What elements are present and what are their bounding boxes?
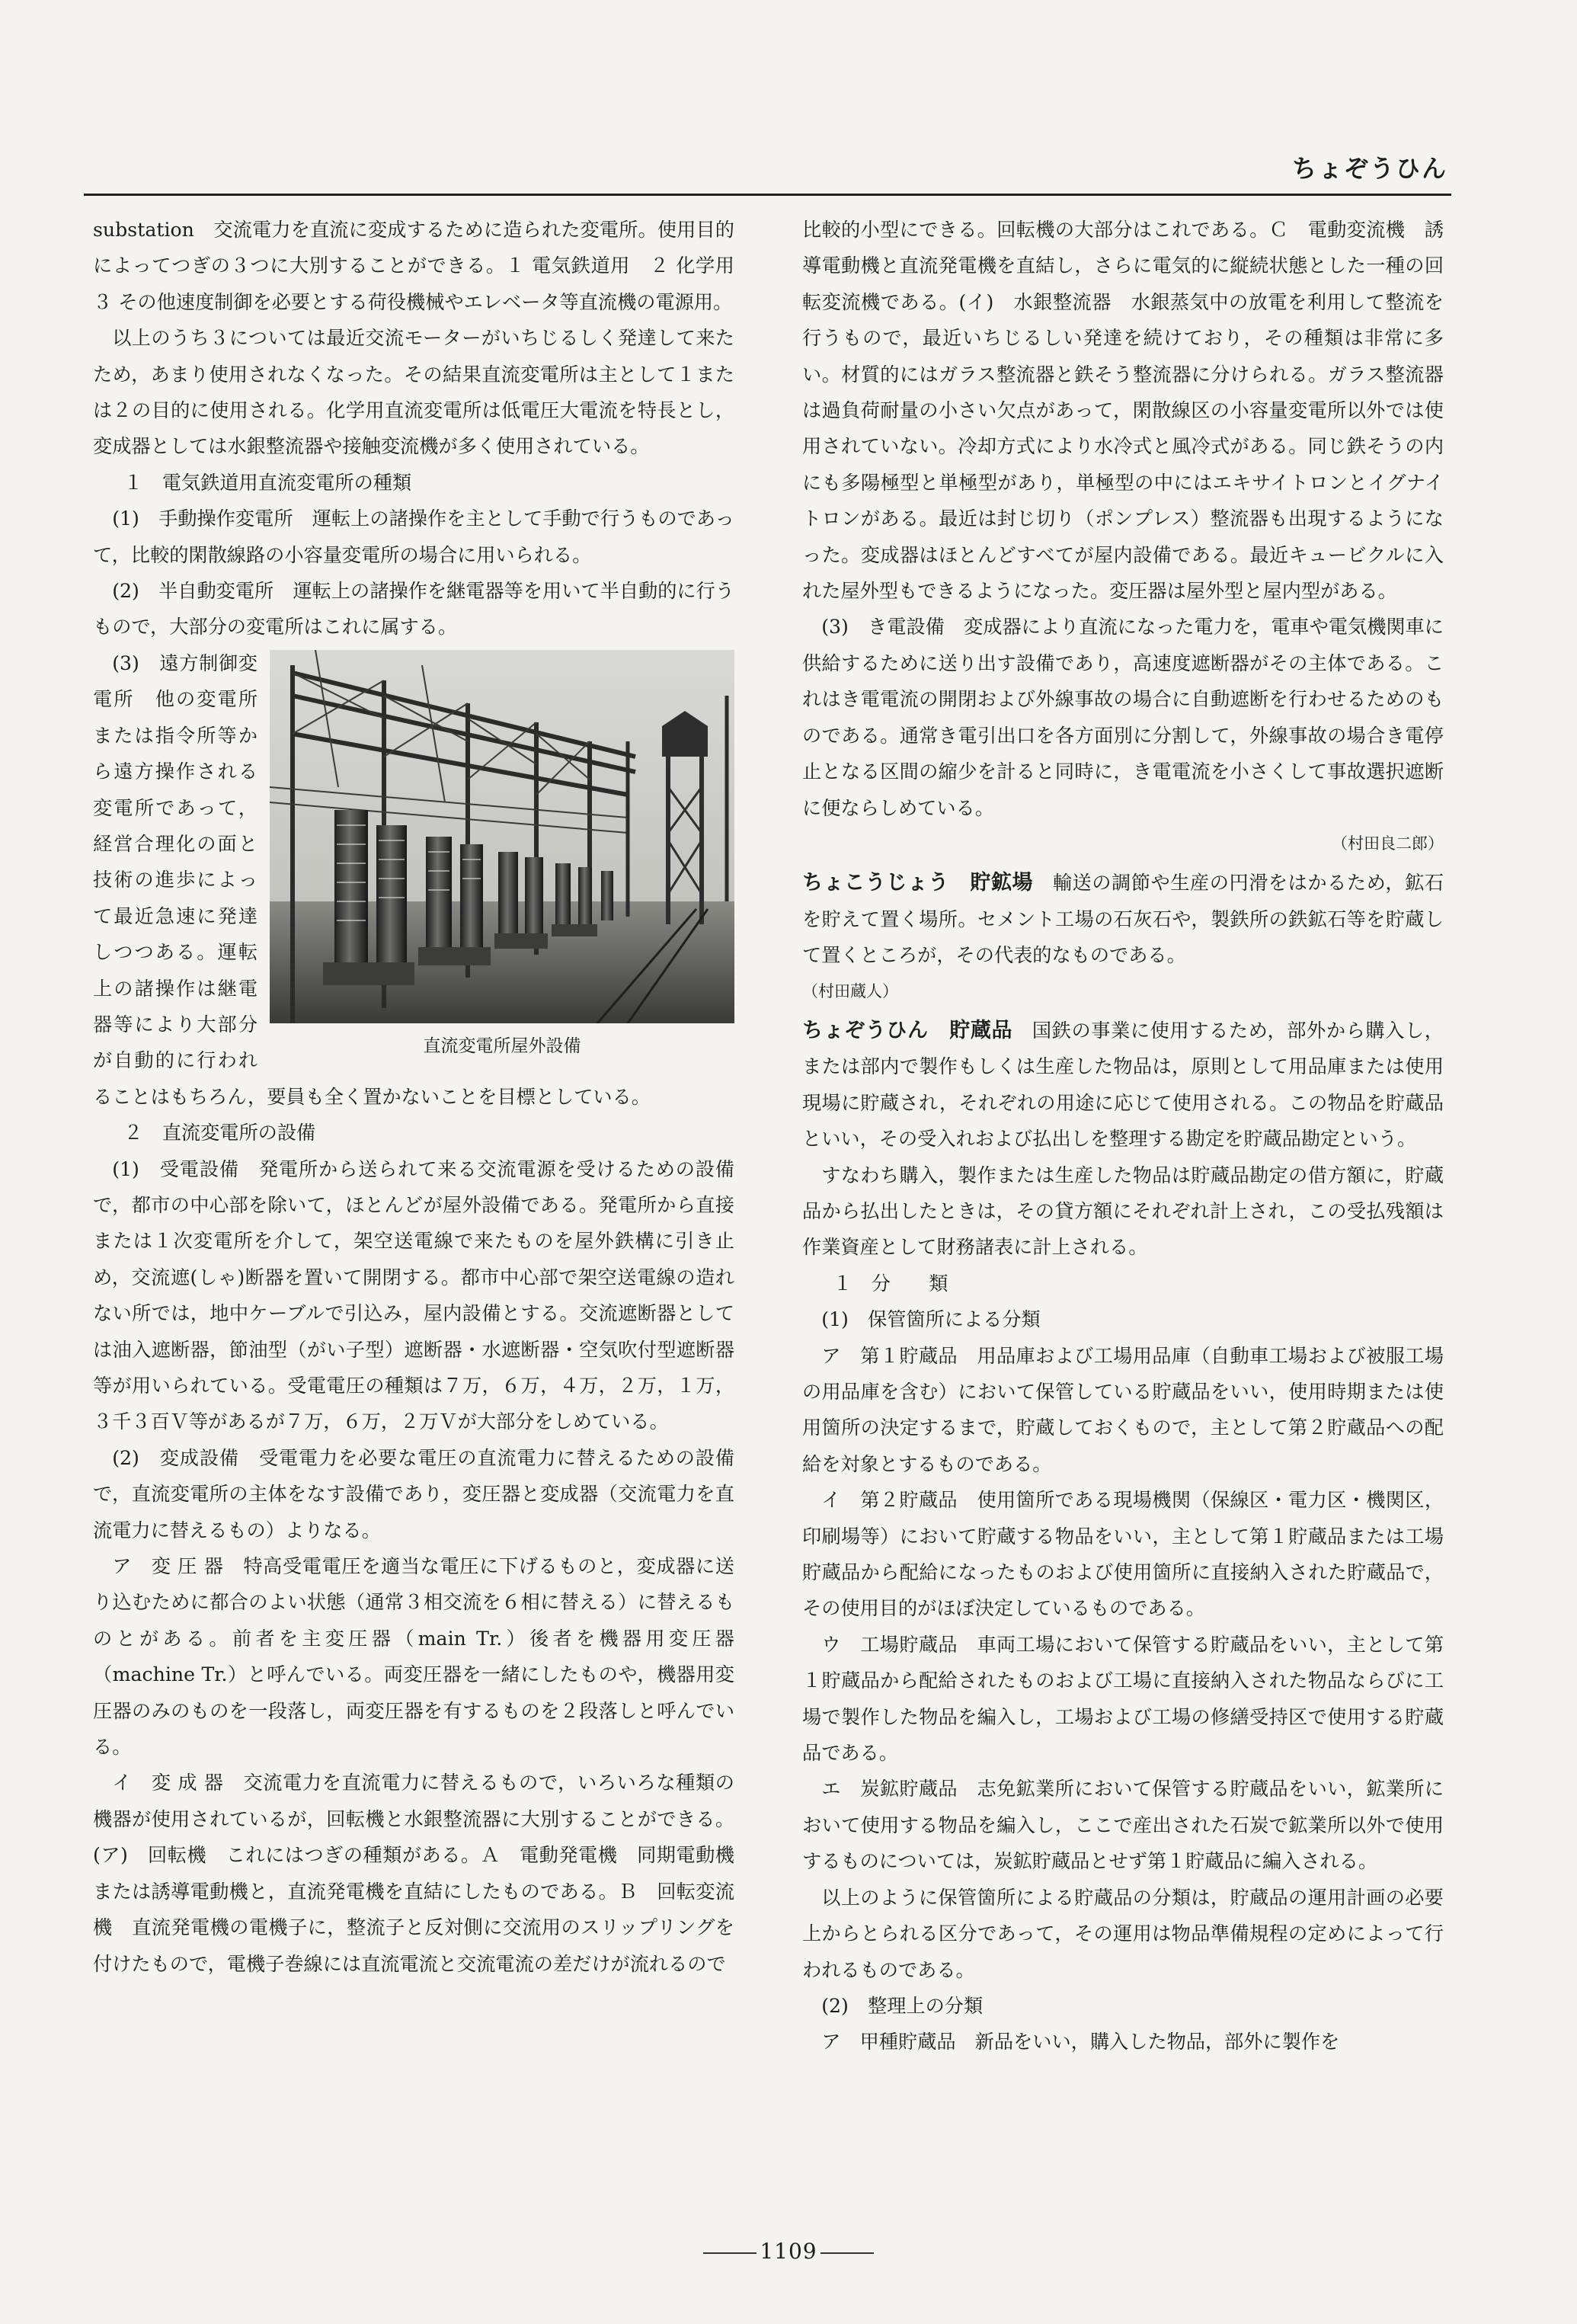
author-signature: （村田蔵人） xyxy=(802,981,898,1000)
left-column xyxy=(93,212,754,1982)
subsection-heading: (2) 整理上の分類 xyxy=(821,1994,984,2017)
paragraph: イ 第２貯蔵品 使用箇所である現場機関（保線区・電力区・機関区，印刷場等）において貯蔵する物品をいい，主として第１貯蔵品または工場貯蔵品から配給になったものおよび使用箇所に直接納入された貯蔵品で，その使用目的がほぼ決定しているものである。 xyxy=(802,1489,1444,1620)
figure-caption: 直流変電所屋外設備 xyxy=(423,1036,581,1056)
paragraph: すなわち購入，製作または生産した物品は貯蔵品勘定の借方額に，貯蔵品から払出したときは，その貸方額にそれぞれ計上され，この受払残額は作業資産として財務諸表に計上される。 xyxy=(802,1164,1444,1259)
subsection-heading: (1) 保管箇所による分類 xyxy=(821,1308,1041,1331)
paragraph: ア 第１貯蔵品 用品庫および工場用品庫（自動車工場および被服工場の用品庫を含む）において保管している貯蔵品をいい，使用時期または使用箇所の決定するまで，貯蔵しておくもので，主として第２貯蔵品への配給を対象とするものである。 xyxy=(802,1344,1444,1475)
section-heading: ２ 直流変電所の設備 xyxy=(123,1122,316,1144)
paragraph: (3) き電設備 変成器により直流になった電力を，電車や電気機関車に供給するために送り出す設備であり，高速度遮断器がその主体である。これはき電電流の開閉および外線事故の場合に自動遮断を行わせるためのものである。通常き電引出口を各方面別に分割して，外線事故の場合き電停止となる区間の縮少を計ると同時に，き電電流を小さくして事故選択遮断に便ならしめている。 xyxy=(802,616,1444,819)
page-number xyxy=(0,2239,1577,2264)
right-column xyxy=(802,212,1444,2060)
paragraph: (3) 遠方制御変電所 他の変電所または指令所等から遠方操作される変電所であって，経営合理化の面と技術の進歩によって最近急速に発達しつつある。運転上の諸操作は継電器等により大部分が自動的に行われることはもちろん，要員も全く置かないことを目標としている。 xyxy=(93,651,651,1108)
entry-headword: ちょこうじょう 貯鉱場 xyxy=(802,871,1034,895)
dictionary-entry xyxy=(802,1013,1444,1157)
figure xyxy=(270,650,734,1077)
page-number-value: 1109 xyxy=(760,2239,817,2264)
paragraph: 比較的小型にできる。回転機の大部分はこれである。Ｃ 電動変流機 誘導電動機と直流発電機を直結し，さらに電気的に縦続状態とした一種の回転変流機である。(イ) 水銀整流器 水銀蒸気中の放電を利用して整流を行うもので，最近いちじるしい発達を続けており，その種類は非常に多い。材質的にはガラス整流器と鉄そう整流器に分けられる。ガラス整流器は過負荷耐量の小さい欠点があって，閑散線区の小容量変電所以外では使用されていない。冷却方式により水冷式と風冷式がある。同じ鉄そうの内にも多陽極型と単極型があり，単極型の中にはエキサイトロンとイグナイトロンがある。最近は封じ切り（ポンプレス）整流器も出現するようになった。変成器はほとんどすべてが屋内設備である。最近キュービクルに入れた屋外型もできるようになった。変圧器は屋外型と屋内型がある。 xyxy=(802,219,1444,603)
page-number-dash xyxy=(820,2252,874,2254)
substation-photo xyxy=(270,650,734,1023)
entry-headword: ちょぞうひん 貯蔵品 xyxy=(802,1018,1013,1042)
paragraph: (2) 変成設備 受電電力を必要な電圧の直流電力に替えるための設備で，直流変電所の主体をなす設備であり，変圧器と変成器（交流電力を直流電力に替えるもの）よりなる。 xyxy=(93,1446,734,1541)
paragraph: ア 変 圧 器 特高受電電圧を適当な電圧に下げるものと，変成器に送り込むために都合のよい状態（通常３相交流を６相に替える）に替えるものとがある。前者を主変圧器（main Tr.）後者を機器用変圧器（machine Tr.）と呼んでいる。両変圧器を一緒にしたものや，機器用変圧器のみのものを一段落し，両変圧器を有するものを２段落しと呼んでいる。 xyxy=(93,1555,734,1759)
header-rule xyxy=(84,194,1451,196)
entry-body: 輸送の調節や生産の円滑をはかるため，鉱石を貯えて置く場所。セメント工場の石灰石や，製鉄所の鉄鉱石等を貯蔵して置くところが，その代表的なものである。 xyxy=(802,872,1444,967)
section-heading: １ 電気鉄道用直流変電所の種類 xyxy=(123,471,412,494)
paragraph: substation 交流電力を直流に変成するために造られた変電所。使用目的によってつぎの３つに大別することができる。１ 電気鉄道用 ２ 化学用 ３ その他速度制御を必要とする荷役機械やエレベータ等直流機の電源用。 xyxy=(93,219,754,313)
paragraph: エ 炭鉱貯蔵品 志免鉱業所において保管する貯蔵品をいい，鉱業所において使用する物品を編入し，ここで産出された石炭で鉱業所以外で使用するものについては，炭鉱貯蔵品とせず第１貯蔵品に編入される。 xyxy=(802,1778,1444,1873)
entry-body: 国鉄の事業に使用するため，部外から購入し，または部内で製作もしくは生産した物品は，原則として用品庫または使用現場に貯蔵され，それぞれの用途に応じて使用される。この物品を貯蔵品といい，その受入れおよび払出しを整理する勘定を貯蔵品勘定という。 xyxy=(802,1019,1444,1151)
paragraph: ウ 工場貯蔵品 車両工場において保管する貯蔵品をいい，主として第１貯蔵品から配給されたものおよび工場に直接納入された物品ならびに工場で製作した物品を編入し，工場および工場の修繕受持区で使用する貯蔵品である。 xyxy=(802,1633,1444,1765)
dictionary-entry xyxy=(802,865,1444,973)
author-signature: （村田良二郎） xyxy=(1332,834,1444,853)
section-heading: １ 分 類 xyxy=(833,1272,948,1295)
paragraph: (1) 手動操作変電所 運転上の諸操作を主として手動で行うものであって，比較的閑散線路の小容量変電所の場合に用いられる。 xyxy=(93,507,734,566)
paragraph: イ 変 成 器 交流電力を直流電力に替えるもので，いろいろな種類の機器が使用されているが，回転機と水銀整流器に大別することができる。(ア) 回転機 これにはつぎの種類がある。Ａ 電動発電機 同期電動機または誘導電動機と，直流発電機を直結にしたものである。Ｂ 回転変流機 直流発電機の電機子に，整流子と反対側に交流用のスリップリングを付けたもので，電機子巻線には直流電流と交流電流の差だけが流れるので xyxy=(93,1772,734,1975)
paragraph: 以上のうち３については最近交流モーターがいちじるしく発達して来たため，あまり使用されなくなった。その結果直流変電所は主として１または２の目的に使用される。化学用直流変電所は低電圧大電流を特長とし，変成器としては水銀整流器や接触変流機が多く使用されている。 xyxy=(93,327,734,458)
running-head: ちょぞうひん xyxy=(1291,154,1447,183)
paragraph: 以上のように保管箇所による貯蔵品の分類は，貯蔵品の運用計画の必要上からとられる区分であって，その運用は物品準備規程の定めによって行われるものである。 xyxy=(802,1886,1444,1981)
paragraph: (2) 半自動変電所 運転上の諸操作を継電器等を用いて半自動的に行うもので，大部分の変電所はこれに属する。 xyxy=(93,580,734,639)
page-number-dash xyxy=(703,2252,757,2254)
paragraph: (1) 受電設備 発電所から送られて来る交流電源を受けるための設備で，都市の中心部を除いて，ほとんどが屋外設備である。発電所から直接または１次変電所を介して，架空送電線で来たものを屋外鉄構に引き止め，交流遮(しゃ)断器を置いて開閉する。都市中心部で架空送電線の造れない所では，地中ケーブルで引込み，屋内設備とする。交流遮断器としては油入遮断器，節油型（がい子型）遮断器・水遮断器・空気吹付型遮断器等が用いられている。受電電圧の種類は７万，６万，４万，２万，１万，３千３百Ｖ等があるが７万，６万，２万Ｖが大部分をしめている。 xyxy=(93,1157,734,1433)
paragraph: ア 甲種貯蔵品 新品をいい，購入した物品，部外に製作を xyxy=(821,2031,1340,2054)
